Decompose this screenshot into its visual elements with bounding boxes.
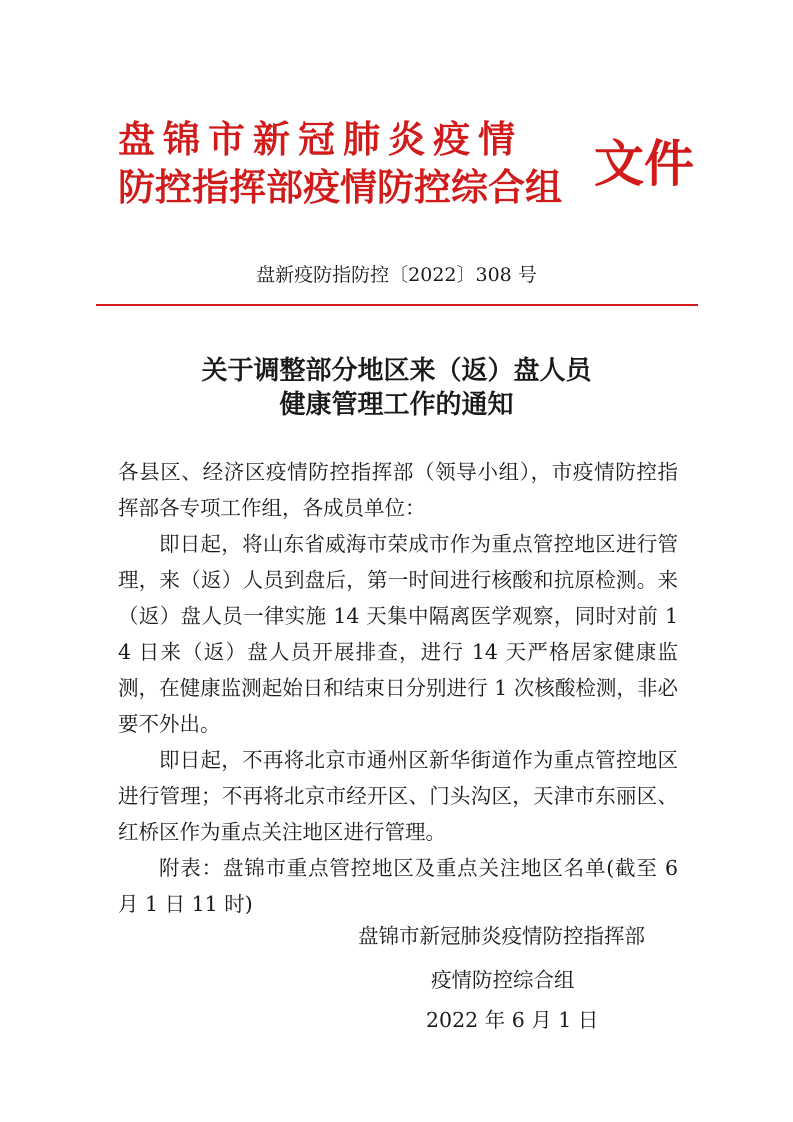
header-document-label: 文件	[594, 135, 694, 193]
title-line2: 健康管理工作的通知	[279, 390, 514, 420]
attachment-note: 附表：盘锦市重点管控地区及重点关注地区名单(截至 6 月 1 日 11 时)	[118, 856, 678, 916]
body-paragraph-2: 即日起，不再将北京市通州区新华街道作为重点管控地区进行管理；不再将北京市经开区、门头沟区，天津市东丽区、红桥区作为重点关注地区进行管理。	[118, 748, 678, 844]
signature-org: 盘锦市新冠肺炎疫情防控指挥部	[358, 924, 645, 948]
signature-date: 2022 年 6 月 1 日	[426, 1008, 599, 1032]
document-number: 盘新疫防指防控〔2022〕308 号	[256, 264, 537, 286]
signature-group: 疫情防控综合组	[431, 968, 575, 992]
document-body	[118, 454, 678, 922]
title-line1: 关于调整部分地区来（返）盘人员	[201, 356, 592, 386]
header-org-line1: 盘锦市新冠肺炎疫情	[118, 118, 523, 161]
header-divider	[96, 304, 698, 306]
body-paragraph-1: 即日起，将山东省威海市荣成市作为重点管控地区进行管理，来（返）人员到盘后，第一时间进行核酸和抗原检测。来（返）盘人员一律实施 14 天集中隔离医学观察，同时对前 14 日来（返）盘人员开展排查，进行 14 天严格居家健康监测，在健康监测起始日和结束日分别进行 1 次核酸检测，非必要不外出。	[118, 532, 678, 736]
salutation: 各县区、经济区疫情防控指挥部（领导小组），市疫情防控指挥部各专项工作组，各成员单位：	[118, 460, 678, 520]
document-header	[118, 118, 718, 218]
header-org-line2: 防控指挥部疫情防控综合组	[118, 166, 562, 209]
document-title	[0, 354, 793, 422]
